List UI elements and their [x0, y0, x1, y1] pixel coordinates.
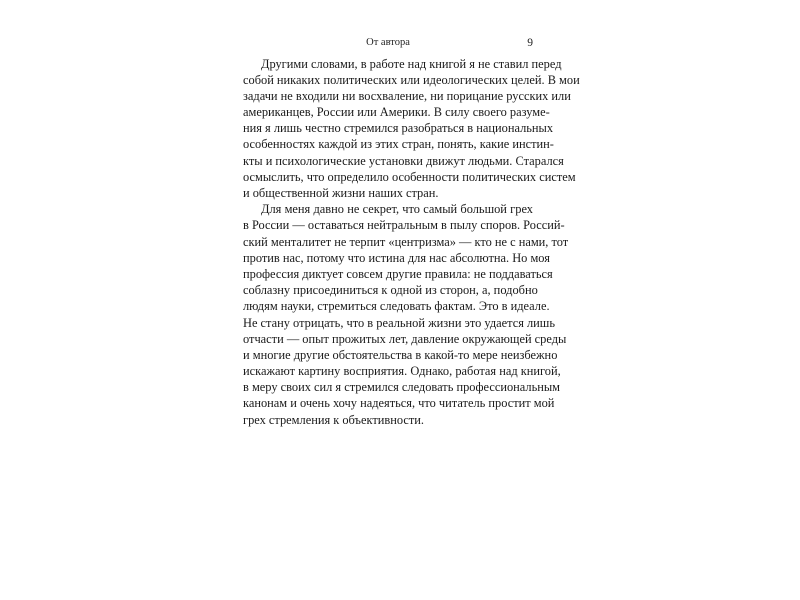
text-line: американцев, России или Америки. В силу своего разуме- — [243, 105, 550, 120]
text-line: кты и психологические установки движут людьми. Старался — [243, 153, 564, 168]
text-line: канонам и очень хочу надеяться, что читатель простит мой — [243, 396, 555, 411]
text-line: Не стану отрицать, что в реальной жизни это удается лишь — [243, 315, 555, 330]
text-line: искажают картину восприятия. Однако, работая над книгой, — [243, 364, 561, 379]
text-line: осмыслить, что определило особенности политических систем — [243, 169, 576, 184]
text-line: ский менталитет не терпит «центризма» — кто не с нами, тот — [243, 234, 569, 249]
text-line: задачи не входили ни восхваление, ни порицание русских или — [243, 88, 571, 103]
text-line: людям науки, стремиться следовать фактам. Это в идеале. — [243, 299, 550, 314]
text-line: ния я лишь честно стремился разобраться в национальных — [243, 121, 554, 136]
running-head-title: От автора — [366, 37, 410, 48]
text-line: в меру своих сил я стремился следовать профессиональным — [243, 380, 561, 395]
text-line: профессия диктует совсем другие правила: не поддаваться — [243, 266, 553, 281]
text-line: Другими словами, в работе над книгой я не ставил перед — [261, 56, 562, 71]
text-line: и многие другие обстоятельства в какой-то мере неизбежно — [243, 347, 558, 362]
text-line: и общественной жизни наших стран. — [243, 186, 439, 200]
text-line: против нас, потому что истина для нас абсолютна. Но моя — [243, 250, 550, 265]
text-line: в России — оставаться нейтральным в пылу споров. Россий- — [243, 218, 565, 233]
text-line: особенностях каждой из этих стран, понять, какие инстин- — [243, 137, 554, 152]
running-header — [243, 36, 533, 50]
page-number: 9 — [527, 37, 533, 49]
text-line: Для меня давно не секрет, что самый большой грех — [261, 202, 533, 217]
text-line: грех стремления к объективности. — [243, 412, 424, 427]
text-line: отчасти — опыт прожитых лет, давление окружающей среды — [243, 331, 567, 346]
text-line: соблазну присоединиться к одной из сторон, а, подобно — [243, 283, 538, 298]
text-line: собой никаких политических или идеологических целей. В мои — [243, 72, 580, 87]
body-text — [243, 56, 580, 428]
